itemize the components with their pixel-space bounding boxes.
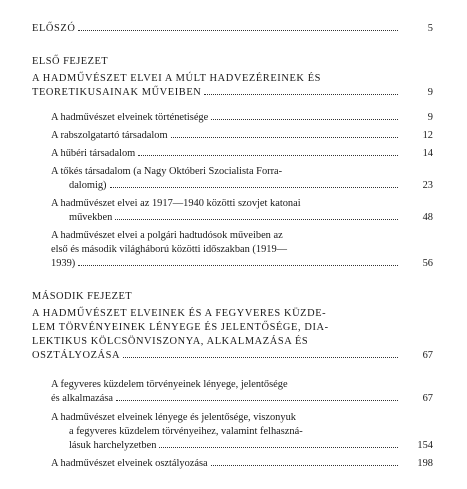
- toc-entry-text: dalomig): [69, 180, 107, 191]
- toc-entry-line: [51, 197, 301, 210]
- toc-entry-line: [32, 290, 132, 303]
- toc-entry-text: ELSŐ FEJEZET: [32, 56, 109, 67]
- toc-entry-text: ELŐSZÓ: [32, 23, 76, 34]
- dot-leader: [116, 400, 398, 401]
- toc-entry-line: [32, 86, 401, 99]
- page-number: 48: [422, 212, 433, 223]
- toc-entry-line: [51, 147, 401, 160]
- toc-entry-text: A tőkés társadalom (a Nagy Októberi Szocialista Forra-: [51, 166, 283, 177]
- toc-entry-text: MÁSODIK FEJEZET: [32, 291, 133, 302]
- toc-entry-text: 1939): [51, 258, 76, 269]
- toc-entry-text: A hadművészet elvei a polgári hadtudósok műveiben az: [51, 230, 283, 241]
- toc-entry-text: A hadművészet elvei az 1917—1940 közötti szovjet katonai: [51, 198, 301, 209]
- dot-leader: [138, 155, 398, 156]
- page-number: 9: [427, 112, 433, 123]
- dot-leader: [211, 465, 398, 466]
- toc-entry-text: TEORETIKUSAINAK MŰVEIBEN: [32, 87, 202, 98]
- toc-entry-text: A rabszolgatartó társadalom: [51, 130, 168, 141]
- toc-entry-text: A HADMŰVÉSZET ELVEINEK ÉS A FEGYVERES KÜZDE-: [32, 308, 327, 319]
- page-number: 14: [422, 148, 433, 159]
- toc-entry-text: A hadművészet elveinek történetisége: [51, 112, 209, 123]
- toc-entry-line: [51, 229, 283, 242]
- dot-leader: [78, 30, 398, 31]
- dot-leader: [159, 447, 398, 448]
- toc-entry-text: A hűbéri társadalom: [51, 148, 136, 159]
- toc-entry-line: [51, 165, 282, 178]
- dot-leader: [211, 119, 398, 120]
- toc-entry-line: [69, 179, 401, 192]
- toc-entry-line: [51, 392, 401, 405]
- toc-entry-line: [32, 349, 401, 362]
- dot-leader: [78, 265, 398, 266]
- toc-entry-line: [32, 55, 108, 68]
- toc-entry-text: lásuk harchelyzetben: [69, 440, 157, 451]
- page-number: 23: [422, 180, 433, 191]
- toc-entry-line: [69, 211, 401, 224]
- toc-entry-line: [51, 111, 401, 124]
- toc-entry-text: A hadművészet elveinek osztályozása: [51, 458, 208, 469]
- page-number: 56: [422, 258, 433, 269]
- dot-leader: [171, 137, 398, 138]
- toc-entry-text: LEM TÖRVÉNYEINEK LÉNYEGE ÉS JELENTŐSÉGE, DIA-: [32, 322, 329, 333]
- toc-entry-line: [32, 22, 401, 35]
- dot-leader: [204, 94, 398, 95]
- toc-entry-text: A fegyveres küzdelem törvényeinek lényege, jelentősége: [51, 379, 288, 390]
- toc-entry-text: A hadművészet elveinek lényege és jelentősége, viszonyuk: [51, 412, 296, 423]
- toc-entry-line: [32, 335, 308, 348]
- page-number: 5: [427, 23, 433, 34]
- page-number: 198: [417, 458, 433, 469]
- toc-entry-line: [69, 425, 303, 438]
- toc-entry-line: [51, 457, 401, 470]
- toc-entry-text: a fegyveres küzdelem törvényeihez, valamint felhaszná-: [69, 426, 303, 437]
- toc-entry-text: első és második világháború közötti időszakban (1919—: [51, 244, 288, 255]
- toc-entry-text: művekben: [69, 212, 113, 223]
- toc-entry-line: [51, 243, 287, 256]
- dot-leader: [110, 187, 398, 188]
- page-number: 154: [417, 440, 433, 451]
- toc-entry-line: [32, 321, 329, 334]
- toc-entry-line: [69, 439, 401, 452]
- toc-entry-line: [51, 129, 401, 142]
- toc-entry-line: [32, 72, 321, 85]
- toc-entry-line: [51, 411, 296, 424]
- toc-entry-text: és alkalmazása: [51, 393, 114, 404]
- page-number: 67: [422, 393, 433, 404]
- page-number: 67: [422, 350, 433, 361]
- toc-entry-line: [51, 378, 288, 391]
- dot-leader: [115, 219, 398, 220]
- toc-entry-text: OSZTÁLYOZÁSA: [32, 350, 121, 361]
- page-number: 12: [422, 130, 433, 141]
- toc-entry-text: LEKTIKUS KÖLCSÖNVISZONYA, ALKALMAZÁSA ÉS: [32, 336, 309, 347]
- page-number: 9: [427, 87, 433, 98]
- toc-entry-text: A HADMŰVÉSZET ELVEI A MÚLT HADVEZÉREINEK ÉS: [32, 73, 322, 84]
- dot-leader: [123, 357, 398, 358]
- toc-entry-line: [51, 257, 401, 270]
- toc-entry-line: [32, 307, 326, 320]
